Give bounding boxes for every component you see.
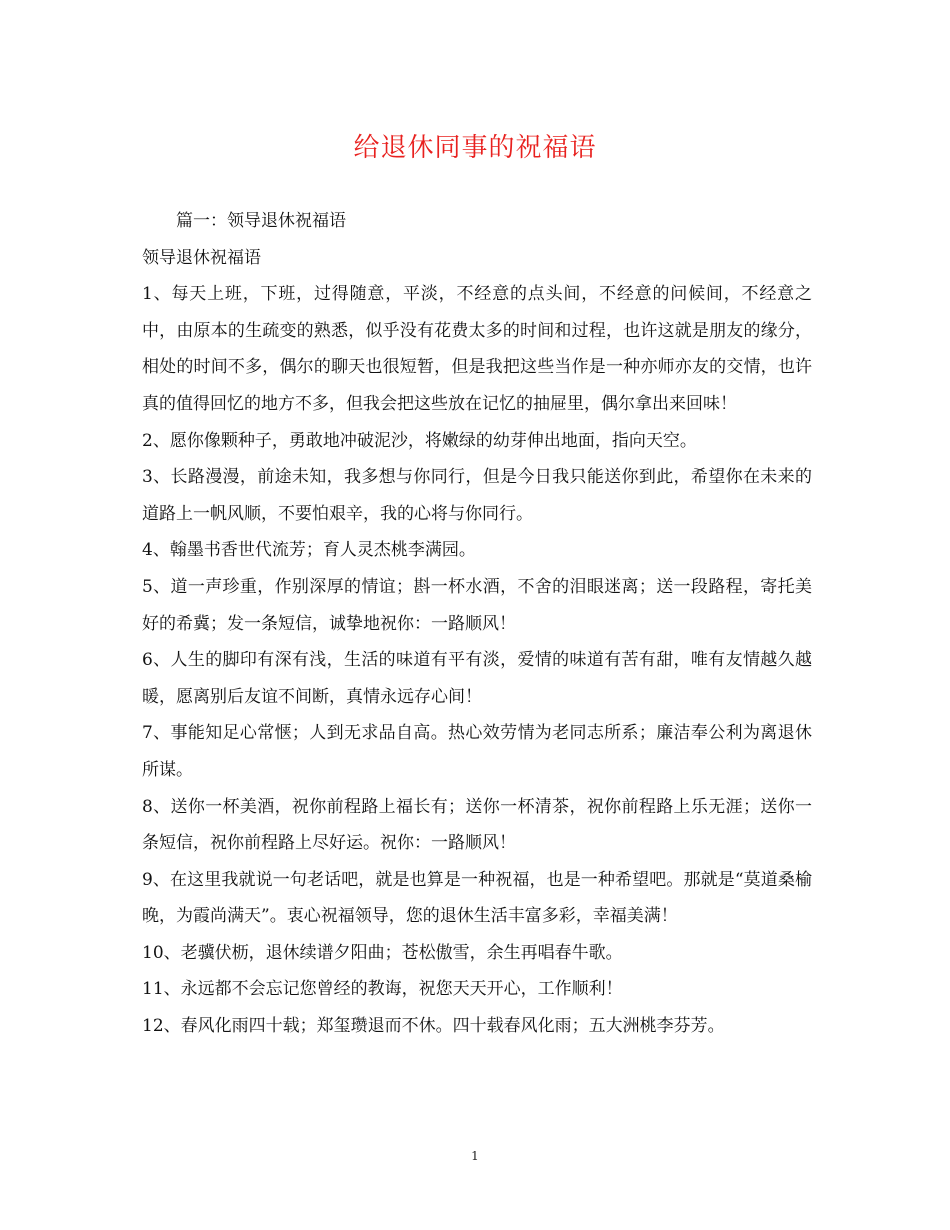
page-number: 1 [471,1149,479,1163]
paragraph-6: 6、人生的脚印有深有浅，生活的味道有平有淡，爱情的味道有苦有甜，唯有友情越久越暖，愿离别后友谊不间断，真情永远存心间！ [142,650,812,707]
paragraph-2: 2、愿你像颗种子，勇敢地冲破泥沙，将嫩绿的幼芽伸出地面，指向天空。 [142,430,697,451]
paragraph-8: 8、送你一杯美酒，祝你前程路上福长有；送你一杯清茶，祝你前程路上乐无涯；送你一条短信，祝你前程路上尽好运。祝你：一路顺风！ [142,796,812,854]
subheading: 领导退休祝福语 [142,247,261,268]
paragraph-12: 12、春风化雨四十载；郑玺瓒退而不休。四十载春风化雨；五大洲桃李芬芳。 [142,1016,725,1037]
paragraph-9: 9、在这里我就说一句老话吧，就是也算是一种祝福，也是一种希望吧。那就是“莫道桑榆晚，为霞尚满天”。衷心祝福领导，您的退休生活丰富多彩，幸福美满！ [142,869,812,927]
section-heading: 篇一：领导退休祝福语 [176,211,346,231]
document-body [142,203,812,1045]
paragraph-1: 1、每天上班，下班，过得随意，平淡，不经意的点头间，不经意的问候间，不经意之中，由原本的生疏变的熟悉，似乎没有花费太多的时间和过程，也许这就是朋友的缘分，相处的时间不多，偶尔的聊天也很短暂，但是我把这些当作是一种亦师亦友的交情，也许真的值得回忆的地方不多，但我会把这些放在记忆的抽屉里，偶尔拿出来回味！ [142,284,812,414]
paragraph-4: 4、翰墨书香世代流芳；育人灵杰桃李满园。 [142,540,476,561]
paragraph-5: 5、道一声珍重，作别深厚的情谊；斟一杯水酒，不舍的泪眼迷离；送一段路程，寄托美好的希冀；发一条短信，诚挚地祝你：一路顺风！ [142,576,812,634]
paragraph-10: 10、老骥伏枥，退休续谱夕阳曲；苍松傲雪，余生再唱春牛歌。 [142,942,623,963]
paragraph-3: 3、长路漫漫，前途未知，我多想与你同行，但是今日我只能送你到此，希望你在未来的道路上一帆风顺，不要怕艰辛，我的心将与你同行。 [142,467,812,524]
page-title: 给退休同事的祝福语 [353,133,597,163]
paragraph-11: 11、永远都不会忘记您曾经的教诲，祝您天天开心，工作顺利！ [142,979,623,1000]
paragraph-7: 7、事能知足心常惬；人到无求品自高。热心效劳情为老同志所系；廉洁奉公利为离退休所谋。 [142,723,812,780]
